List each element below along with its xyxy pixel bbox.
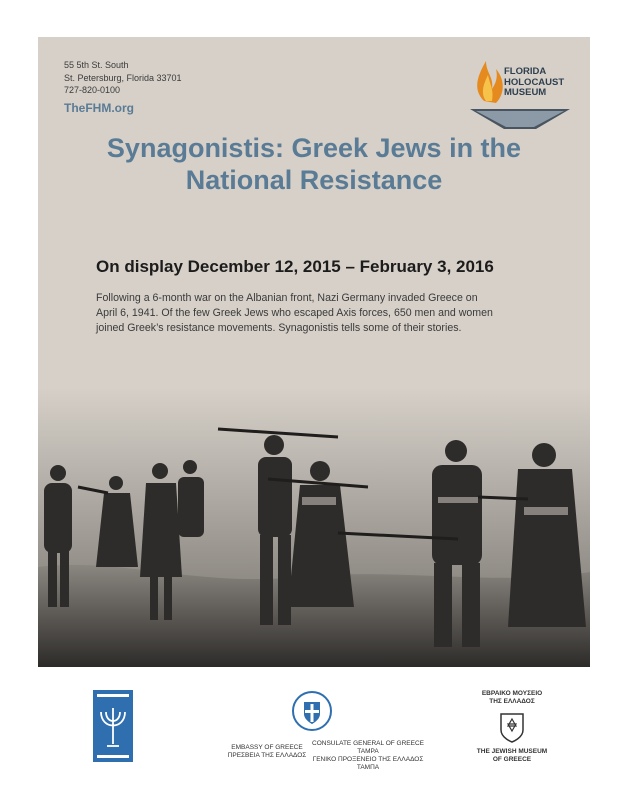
exhibit-description <box>96 291 536 336</box>
jewish-museum-emblem-icon <box>497 710 527 744</box>
description-line-1: Following a 6-month war on the Albanian front, Nazi Germany invaded Greece on <box>96 292 478 304</box>
florida-holocaust-museum-logo <box>466 49 576 129</box>
logo-line-florida: FLORIDA <box>504 66 547 77</box>
jewish-museum-greek-line-1: ΕΒΡΑΙΚΟ ΜΟΥΣΕΙΟ <box>481 690 543 697</box>
logo-wordmark <box>504 67 564 99</box>
museum-website-link[interactable]: TheFHM.org <box>64 101 134 115</box>
museum-address <box>64 59 182 97</box>
address-city: St. Petersburg, Florida 33701 <box>64 72 182 83</box>
jewish-museum-greek-line-2: ΤΗΣ ΕΛΛΑΔΟΣ <box>489 698 535 705</box>
exhibit-dates: On display December 12, 2015 – February 3, 2016 <box>96 257 494 276</box>
title-line-1: Synagonistis: Greek Jews in the <box>106 133 522 163</box>
menorah-icon <box>93 690 133 762</box>
consulate-greek: ΓΕΝΙΚΟ ΠΡΟΞΕΝΕΙΟ ΤΗΣ ΕΛΛΑΔΟΣ <box>312 756 424 763</box>
logo-line-holocaust: HOLOCAUST <box>504 76 565 88</box>
consulate-city-greek: ΤΑΜΠΑ <box>356 764 380 771</box>
jewish-museum-english-line-2: OF GREECE <box>492 756 532 763</box>
resistance-fighters-photo <box>38 387 590 667</box>
embassy-english: EMBASSY OF GREECE <box>231 744 303 751</box>
sponsor-footer <box>0 680 627 811</box>
title-line-2: National Resistance <box>185 165 443 195</box>
greek-coat-of-arms-icon <box>291 690 333 732</box>
description-line-3: joined Greek’s resistance movements. Synagonistis tells some of their stories. <box>96 322 462 334</box>
consulate-general-of-greece <box>308 740 428 772</box>
exhibit-poster <box>38 37 590 667</box>
consulate-english: CONSULATE GENERAL OF GREECE <box>312 740 424 747</box>
address-street: 55 5th St. South <box>64 60 129 70</box>
exhibit-title <box>38 132 590 196</box>
jewish-museum-english-line-1: THE JEWISH MUSEUM <box>476 748 548 755</box>
logo-line-museum: MUSEUM <box>504 87 547 98</box>
embassy-of-greece <box>222 744 312 760</box>
jewish-museum-greek-name <box>478 690 546 706</box>
consulate-city: TAMPA <box>357 748 379 755</box>
embassy-greek: ΠΡΕΣΒΕΙΑ ΤΗΣ ΕΛΛΑΔΟΣ <box>227 752 307 759</box>
description-line-2: April 6, 1941. Of the few Greek Jews who escaped Axis forces, 650 men and women <box>96 307 493 319</box>
address-phone: 727-820-0100 <box>64 85 121 95</box>
jewish-museum-english-name <box>472 748 552 764</box>
